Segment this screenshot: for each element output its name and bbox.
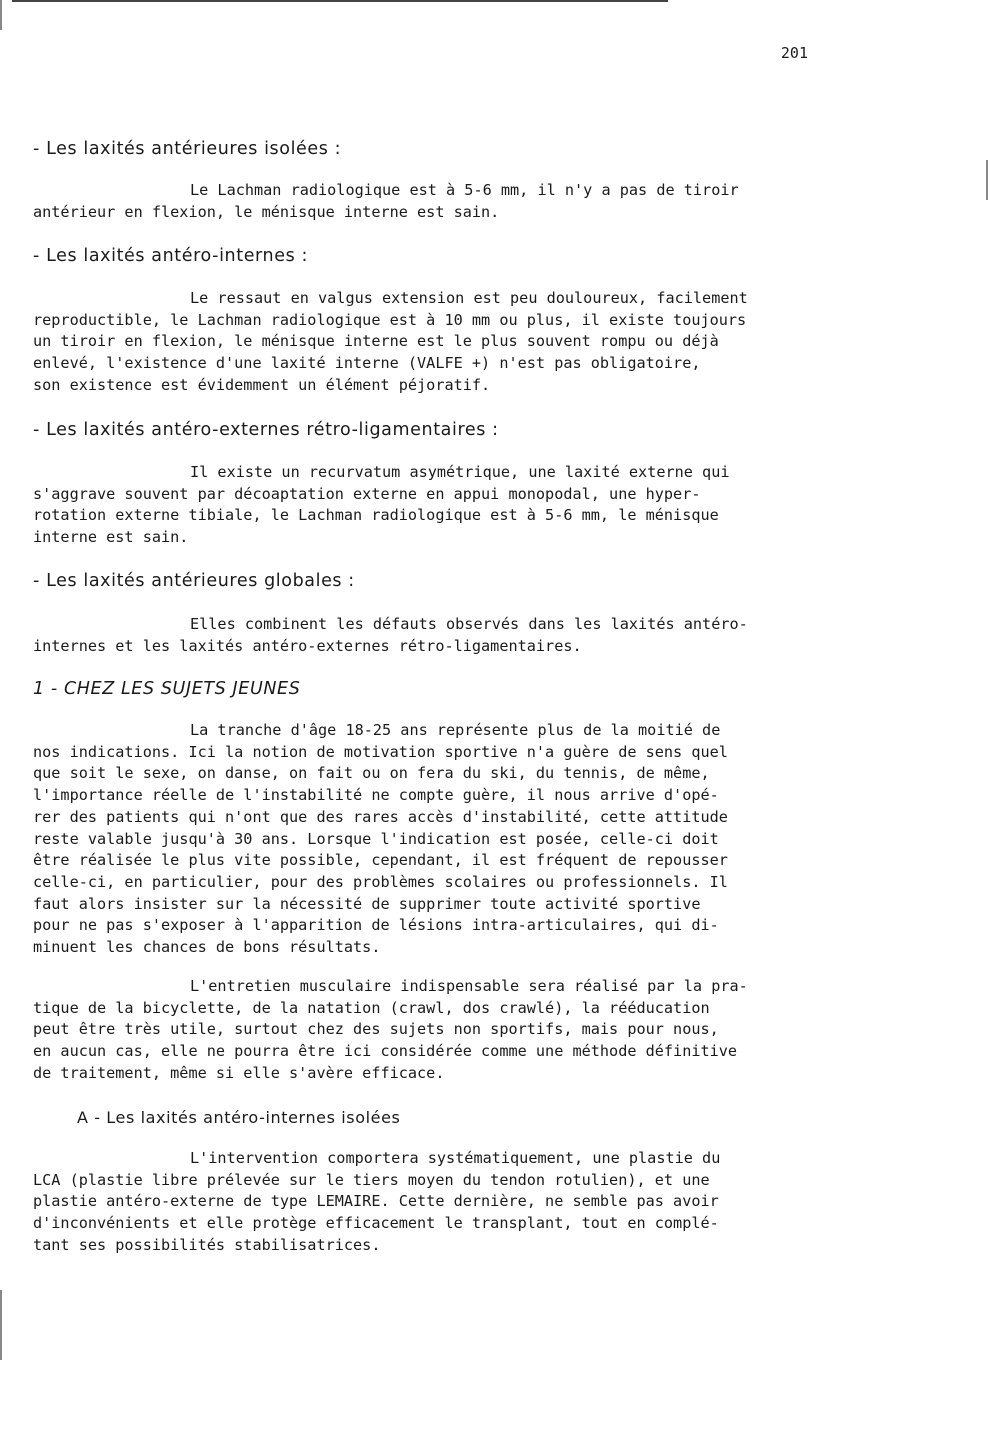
- text-line: nos indications. Ici la notion de motivation sportive n'a guère de sens quel: [33, 742, 728, 761]
- right-edge-mark: [986, 160, 988, 200]
- text-line: interne est sain.: [33, 528, 189, 547]
- text-line: de traitement, même si elle s'avère efficace.: [33, 1063, 445, 1082]
- text-line: celle-ci, en particulier, pour des problèmes scolaires ou professionnels. Il: [33, 872, 728, 891]
- text-line: antérieur en flexion, le ménisque interne est sain.: [33, 202, 500, 221]
- text-line: d'inconvénients et elle protège efficacement le transplant, tout en complé-: [33, 1214, 719, 1233]
- paragraph-laxites-anterieures-globales: [33, 614, 863, 657]
- text-line: faut alors insister sur la nécessité de supprimer toute activité sportive: [33, 894, 701, 913]
- text-line: son existence est évidemment un élément péjoratif.: [33, 375, 491, 394]
- text-line: reproductible, le Lachman radiologique est à 10 mm ou plus, il existe toujours: [33, 310, 747, 329]
- text-line: rotation externe tibiale, le Lachman radiologique est à 5-6 mm, le ménisque: [33, 506, 719, 525]
- text-line: La tranche d'âge 18-25 ans représente plus de la moitié de: [190, 721, 721, 739]
- section-heading-laxites-antero-externes: - Les laxités antéro-externes rétro-ligamentaires :: [33, 420, 499, 440]
- page-number: 201: [780, 44, 808, 62]
- text-line: L'intervention comportera systématiquement, une plastie du: [190, 1149, 721, 1167]
- left-edge-mark-bottom: [0, 1290, 2, 1360]
- text-line: LCA (plastie libre prélevée sur le tiers moyen du tendon rotulien), et une: [33, 1170, 710, 1189]
- paragraph-entretien-musculaire: [33, 976, 863, 1085]
- text-line: Le ressaut en valgus extension est peu douloureux, facilement: [190, 289, 748, 307]
- text-line: Le Lachman radiologique est à 5-6 mm, il n'y a pas de tiroir: [190, 181, 739, 199]
- text-line: s'aggrave souvent par décoaptation externe en appui monopodal, une hyper-: [33, 484, 701, 503]
- text-line: enlevé, l'existence d'une laxité interne (VALFE +) n'est pas obligatoire,: [33, 354, 701, 373]
- paragraph-intervention: [33, 1148, 863, 1257]
- text-line: que soit le sexe, on danse, on fait ou on fera du ski, du tennis, de même,: [33, 764, 710, 783]
- section-heading-antero-internes-isolees: A - Les laxités antéro-internes isolées: [77, 1108, 401, 1127]
- text-line: minuent les chances de bons résultats.: [33, 938, 381, 957]
- text-line: pour ne pas s'exposer à l'apparition de lésions intra-articulaires, qui di-: [33, 916, 719, 935]
- text-line: rer des patients qui n'ont que des rares accès d'instabilité, cette attitude: [33, 807, 728, 826]
- section-heading-laxites-anterieures-isolees: - Les laxités antérieures isolées :: [33, 139, 342, 159]
- text-line: l'importance réelle de l'instabilité ne compte guère, il nous arrive d'opé-: [33, 786, 719, 805]
- section-heading-laxites-antero-internes: - Les laxités antéro-internes :: [33, 246, 308, 266]
- text-line: un tiroir en flexion, le ménisque interne est le plus souvent rompu ou déjà: [33, 332, 719, 351]
- left-edge-mark: [0, 0, 2, 30]
- text-line: être réalisée le plus vite possible, cependant, il est fréquent de repousser: [33, 851, 728, 870]
- top-rule: [12, 0, 668, 2]
- text-line: tant ses possibilités stabilisatrices.: [33, 1235, 381, 1254]
- paragraph-laxites-antero-internes: [33, 288, 863, 397]
- text-line: internes et les laxités antéro-externes rétro-ligamentaires.: [33, 636, 582, 655]
- text-line: plastie antéro-externe de type LEMAIRE. Cette dernière, ne semble pas avoir: [33, 1192, 719, 1211]
- section-heading-sujets-jeunes: 1 - CHEZ LES SUJETS JEUNES: [33, 679, 301, 699]
- text-line: tique de la bicyclette, de la natation (crawl, dos crawlé), la rééducation: [33, 998, 710, 1017]
- text-line: en aucun cas, elle ne pourra être ici considérée comme une méthode définitive: [33, 1042, 738, 1061]
- paragraph-sujets-jeunes: [33, 720, 863, 959]
- text-line: peut être très utile, surtout chez des sujets non sportifs, mais pour nous,: [33, 1020, 719, 1039]
- text-line: Elles combinent les défauts observés dans les laxités antéro-: [190, 615, 748, 633]
- text-line: L'entretien musculaire indispensable sera réalisé par la pra-: [190, 977, 748, 995]
- paragraph-laxites-antero-externes: [33, 462, 863, 549]
- section-heading-laxites-anterieures-globales: - Les laxités antérieures globales :: [33, 571, 355, 591]
- text-line: reste valable jusqu'à 30 ans. Lorsque l'indication est posée, celle-ci doit: [33, 829, 719, 848]
- text-line: Il existe un recurvatum asymétrique, une laxité externe qui: [190, 463, 730, 481]
- paragraph-laxites-anterieures-isolees: [33, 180, 863, 223]
